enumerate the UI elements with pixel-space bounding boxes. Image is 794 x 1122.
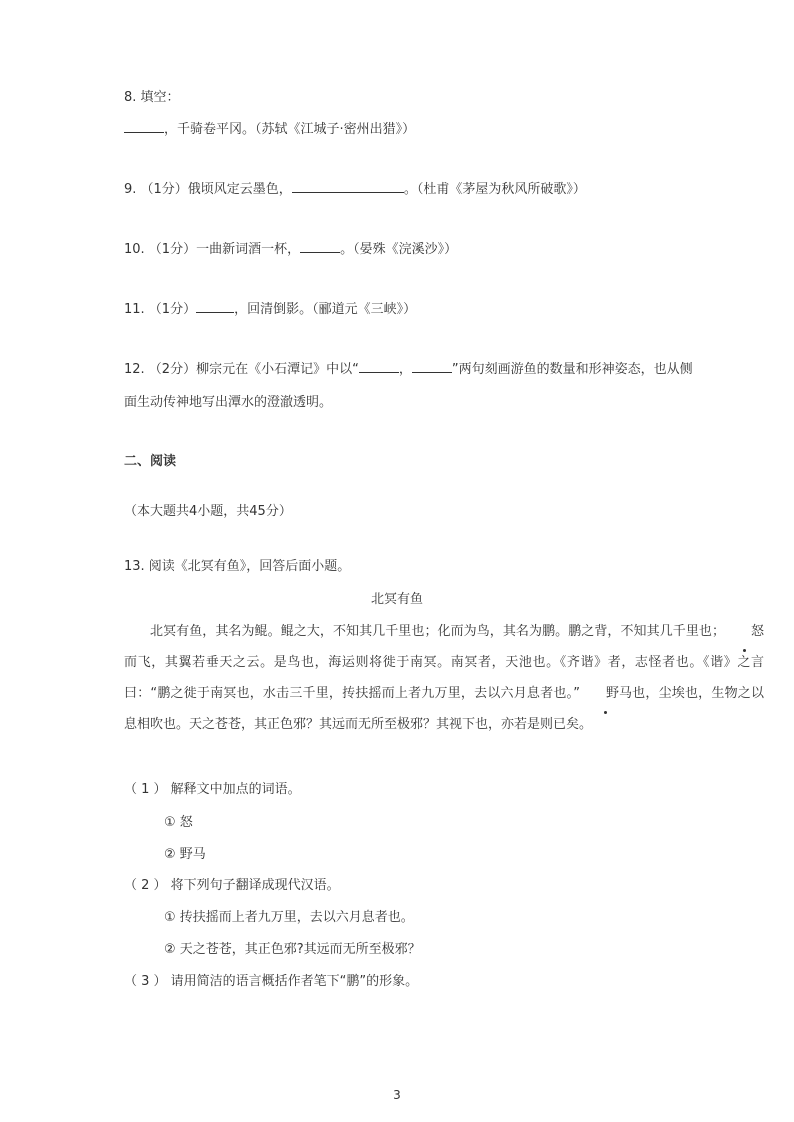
q12-line2 [124, 393, 332, 413]
q9-tail: 。（杜甫《茅屋为秋风所破歌》） [403, 182, 586, 197]
q12-blank-1[interactable] [359, 360, 399, 373]
q10-line [124, 240, 457, 260]
passage-text [124, 616, 764, 740]
q8-tail: ，千骑卷平冈。（苏轼《江城子·密州出猎》） [164, 122, 416, 137]
q12-blank-2[interactable] [412, 360, 452, 373]
q13-sub3: （ 3 ） 请用简洁的语言概括作者笔下“鹏”的形象。 [124, 974, 419, 989]
q13-sub2: （ 2 ） 将下列句子翻译成现代汉语。 [124, 878, 340, 893]
page-number: 3 [393, 1088, 401, 1102]
section-title: 二、阅读 [124, 454, 177, 469]
q9-head: 9. （1分）俄顷风定云墨色， [124, 182, 292, 197]
q12-line2-text: 面生动传神地写出潭水的澄澈透明。 [124, 395, 333, 410]
q13-sub1: （ 1 ） 解释文中加点的词语。 [124, 782, 301, 797]
q9-blank[interactable] [292, 180, 404, 193]
q8-label [124, 88, 180, 108]
q11-head: 11. （1分） [124, 302, 197, 317]
q8-blank[interactable] [124, 120, 164, 133]
passage-part-a: 北冥有鱼，其名为鲲。鲲之大，不知其几千里也；化而为鸟，其名为鹏。鹏之背，不知其几千里也； [150, 624, 725, 639]
q9-line [124, 180, 586, 200]
q11-tail: ，回清倒影。（郦道元《三峡》） [234, 302, 417, 317]
q12-line1 [124, 360, 693, 380]
passage-title: 北冥有鱼 [370, 592, 423, 607]
q13-sub2-a: ① 抟扶摇而上者九万里，去以六月息者也。 [164, 910, 414, 925]
q12-mid: ， [398, 362, 412, 377]
passage-part-c: 也，尘埃也，生物之以息相吹也。天之苍苍，其正色邪？其远而无所至极邪？其视下也，亦若是则已矣。 [124, 686, 764, 732]
passage-dotted-nu: 怒 [725, 616, 764, 647]
q13-prompt: 13. 阅读《北冥有鱼》，回答后面小题。 [124, 559, 351, 574]
q11-blank[interactable] [196, 300, 234, 313]
q10-blank[interactable] [300, 240, 340, 253]
section-note: （本大题共4小题，共45分） [124, 504, 292, 519]
q13-sub2-b: ② 天之苍苍，其正色邪?其远而无所至极邪？ [164, 942, 421, 957]
q11-line [124, 300, 416, 320]
q12-tail: ”两句刻画游鱼的数量和形神姿态，也从侧 [451, 362, 693, 377]
q12-head: 12. （2分）柳宗元在《小石潭记》中以“ [124, 362, 359, 377]
passage-part-b: 而飞，其翼若垂天之云。是鸟也，海运则将徙于南冥。南冥者，天池也。《齐谐》者，志怪者也。《谐》之言曰：“鹏之徙于南冥也，水击三千里，抟扶摇而上者九万里，去以六月息者也。” [124, 655, 764, 701]
q10-tail: 。（晏殊《浣溪沙》） [340, 242, 458, 257]
q10-head: 10. （1分）一曲新词酒一杯， [124, 242, 301, 257]
q8-head: 8. 填空： [124, 90, 180, 105]
passage-dotted-yema: 野马 [580, 678, 632, 709]
q13-sub1-b: ② 野马 [164, 847, 206, 862]
q8-line [124, 120, 415, 140]
q13-sub1-a: ① 怒 [164, 815, 193, 830]
